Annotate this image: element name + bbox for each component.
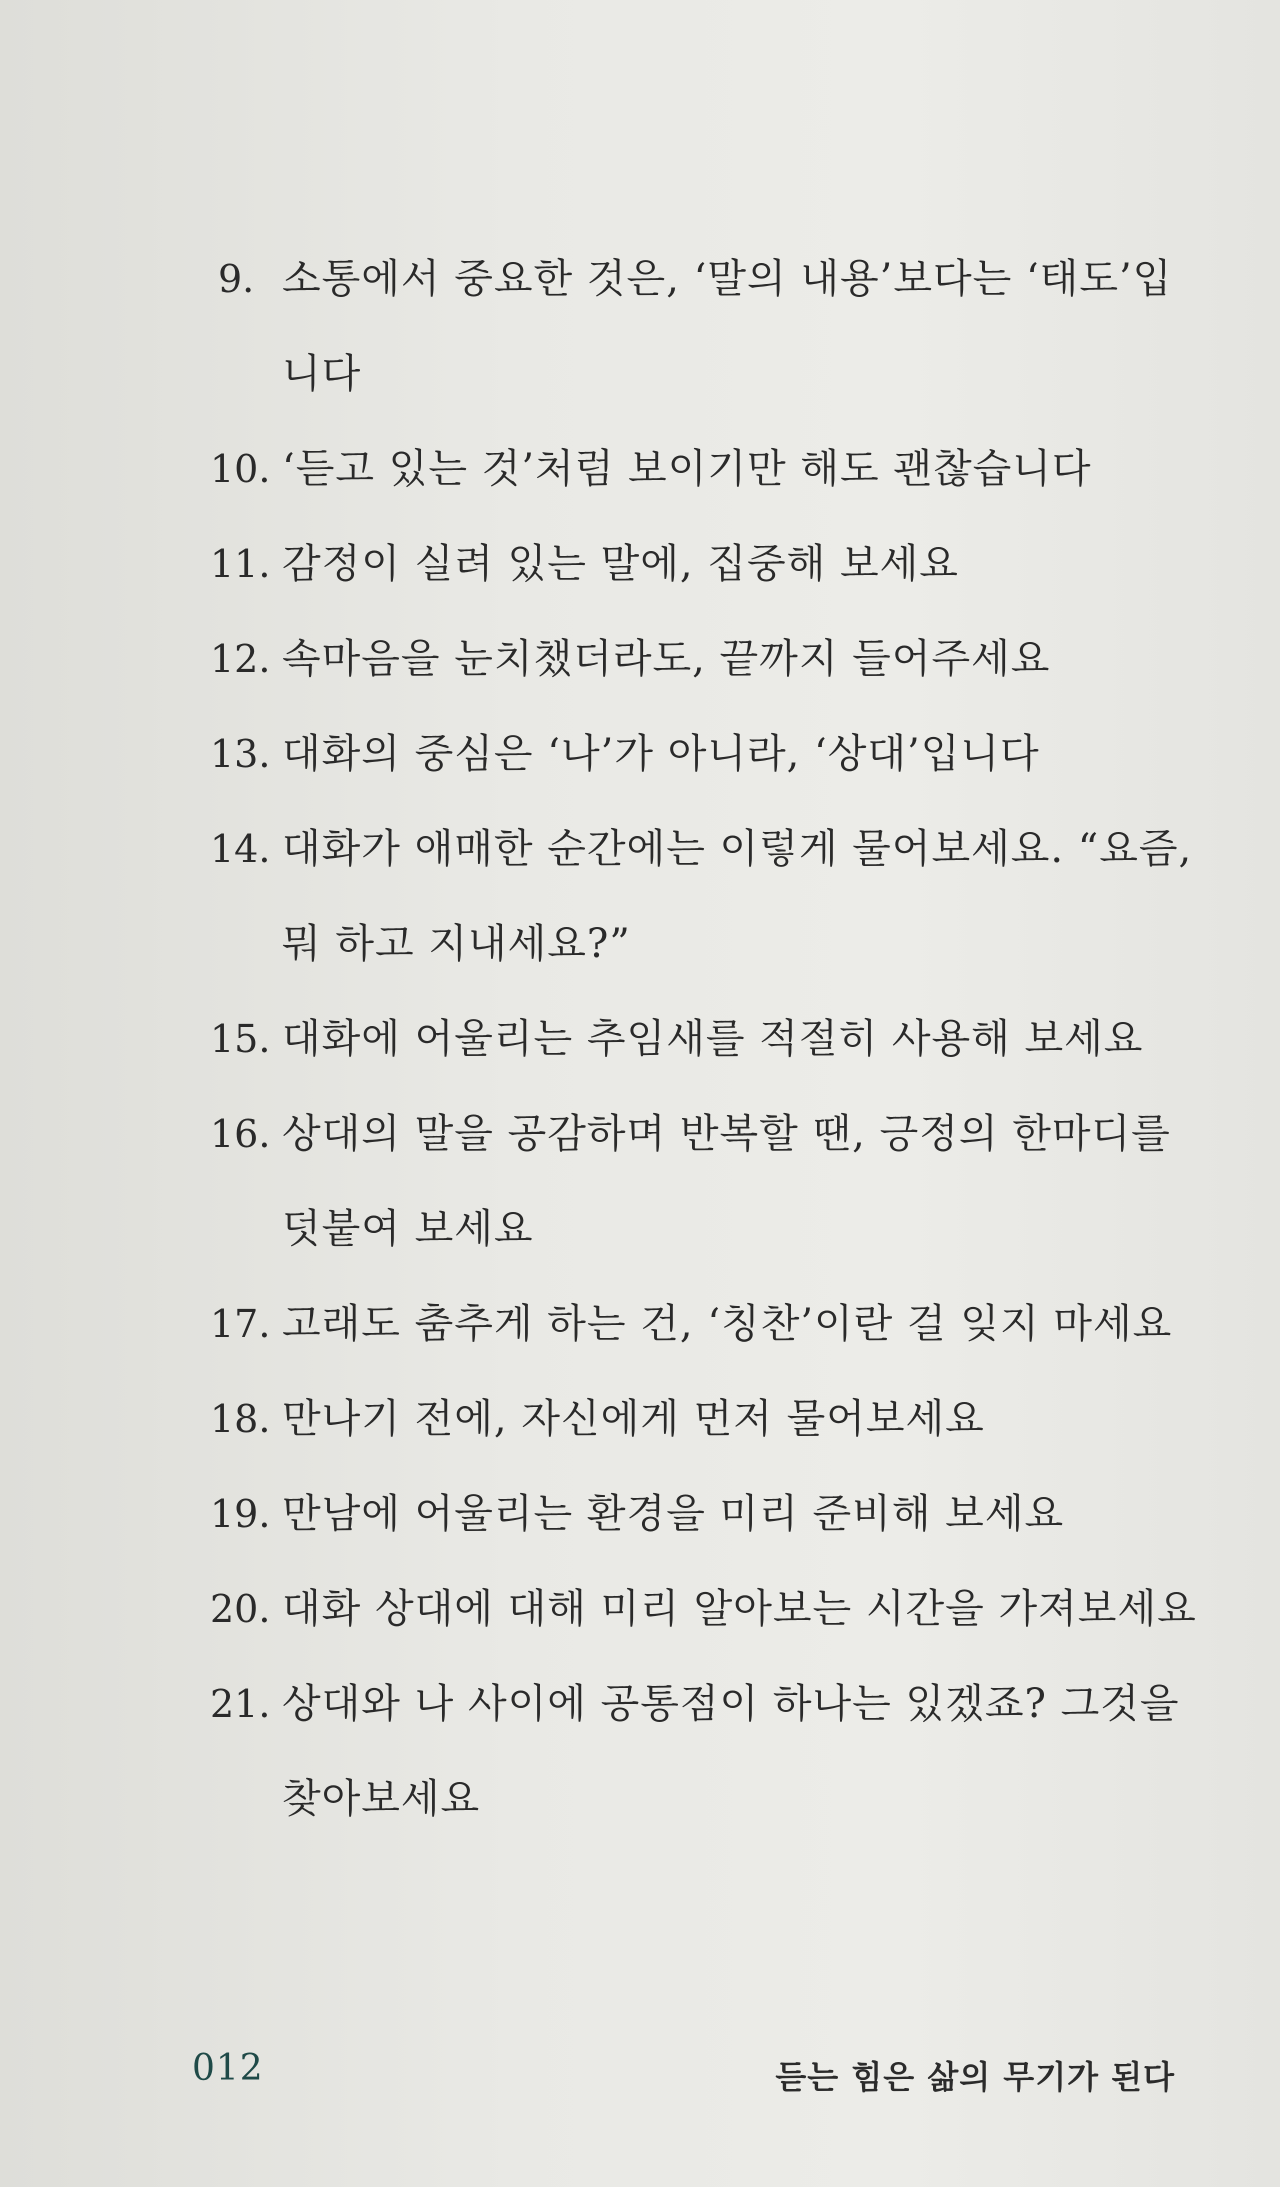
toc-entry-title: 대화가 애매한 순간에는 이렇게 물어보세요. “요즘, 뭐 하고 지내세요?”: [282, 826, 1193, 967]
toc-entry-number: 15.: [210, 1017, 271, 1061]
toc-entry: [210, 232, 1200, 422]
toc-entry: [210, 1277, 1200, 1372]
toc-entry: [210, 802, 1200, 992]
toc-entry-title: 대화의 중심은 ‘나’가 아니라, ‘상대’입니다: [282, 731, 1040, 777]
toc-entry-number: 13.: [210, 732, 271, 776]
toc-entry: [210, 517, 1200, 612]
toc-entry-number: 10.: [210, 447, 271, 491]
toc-entry-number: 19.: [210, 1492, 271, 1536]
toc-entry-number: 12.: [210, 637, 271, 681]
toc-entry-title: 대화에 어울리는 추임새를 적절히 사용해 보세요: [282, 1016, 1144, 1062]
toc-entry-number: 11.: [210, 542, 271, 586]
toc-entry-title: 상대의 말을 공감하며 반복할 땐, 긍정의 한마디를 덧붙여 보세요: [282, 1111, 1171, 1252]
toc-entry-number: 18.: [210, 1397, 271, 1441]
toc-entry: [210, 707, 1200, 802]
page-number: 012: [192, 2048, 264, 2089]
toc-entry-number: 9.: [218, 257, 255, 301]
toc-entry-title: 소통에서 중요한 것은, ‘말의 내용’보다는 ‘태도’입니다: [282, 256, 1173, 397]
toc-entry-title: 만남에 어울리는 환경을 미리 준비해 보세요: [282, 1491, 1065, 1537]
toc-entry-title: 대화 상대에 대해 미리 알아보는 시간을 가져보세요: [282, 1586, 1197, 1632]
toc-entry-number: 20.: [210, 1587, 271, 1631]
toc-entry-title: 상대와 나 사이에 공통점이 하나는 있겠죠? 그것을 찾아보세요: [282, 1681, 1180, 1822]
table-of-contents: [210, 232, 1200, 1847]
toc-entry-number: 17.: [210, 1302, 271, 1346]
toc-entry-title: 고래도 춤추게 하는 건, ‘칭찬’이란 걸 잊지 마세요: [282, 1301, 1173, 1347]
running-title: 듣는 힘은 삶의 무기가 된다: [775, 2058, 1175, 2096]
toc-entry-title: 속마음을 눈치챘더라도, 끝까지 들어주세요: [282, 636, 1051, 682]
toc-entry: [210, 992, 1200, 1087]
toc-entry: [210, 1087, 1200, 1277]
toc-entry: [210, 1372, 1200, 1467]
toc-entry-number: 16.: [210, 1112, 271, 1156]
toc-entry-title: 만나기 전에, 자신에게 먼저 물어보세요: [282, 1396, 985, 1442]
toc-entry-number: 14.: [210, 827, 271, 871]
toc-entry: [210, 1562, 1200, 1657]
toc-entry: [210, 1657, 1200, 1847]
toc-entry: [210, 422, 1200, 517]
toc-entry: [210, 1467, 1200, 1562]
toc-entry: [210, 612, 1200, 707]
toc-entry-title: ‘듣고 있는 것’처럼 보이기만 해도 괜찮습니다: [282, 446, 1092, 492]
toc-entry-number: 21.: [210, 1682, 271, 1726]
toc-entry-title: 감정이 실려 있는 말에, 집중해 보세요: [282, 541, 959, 587]
